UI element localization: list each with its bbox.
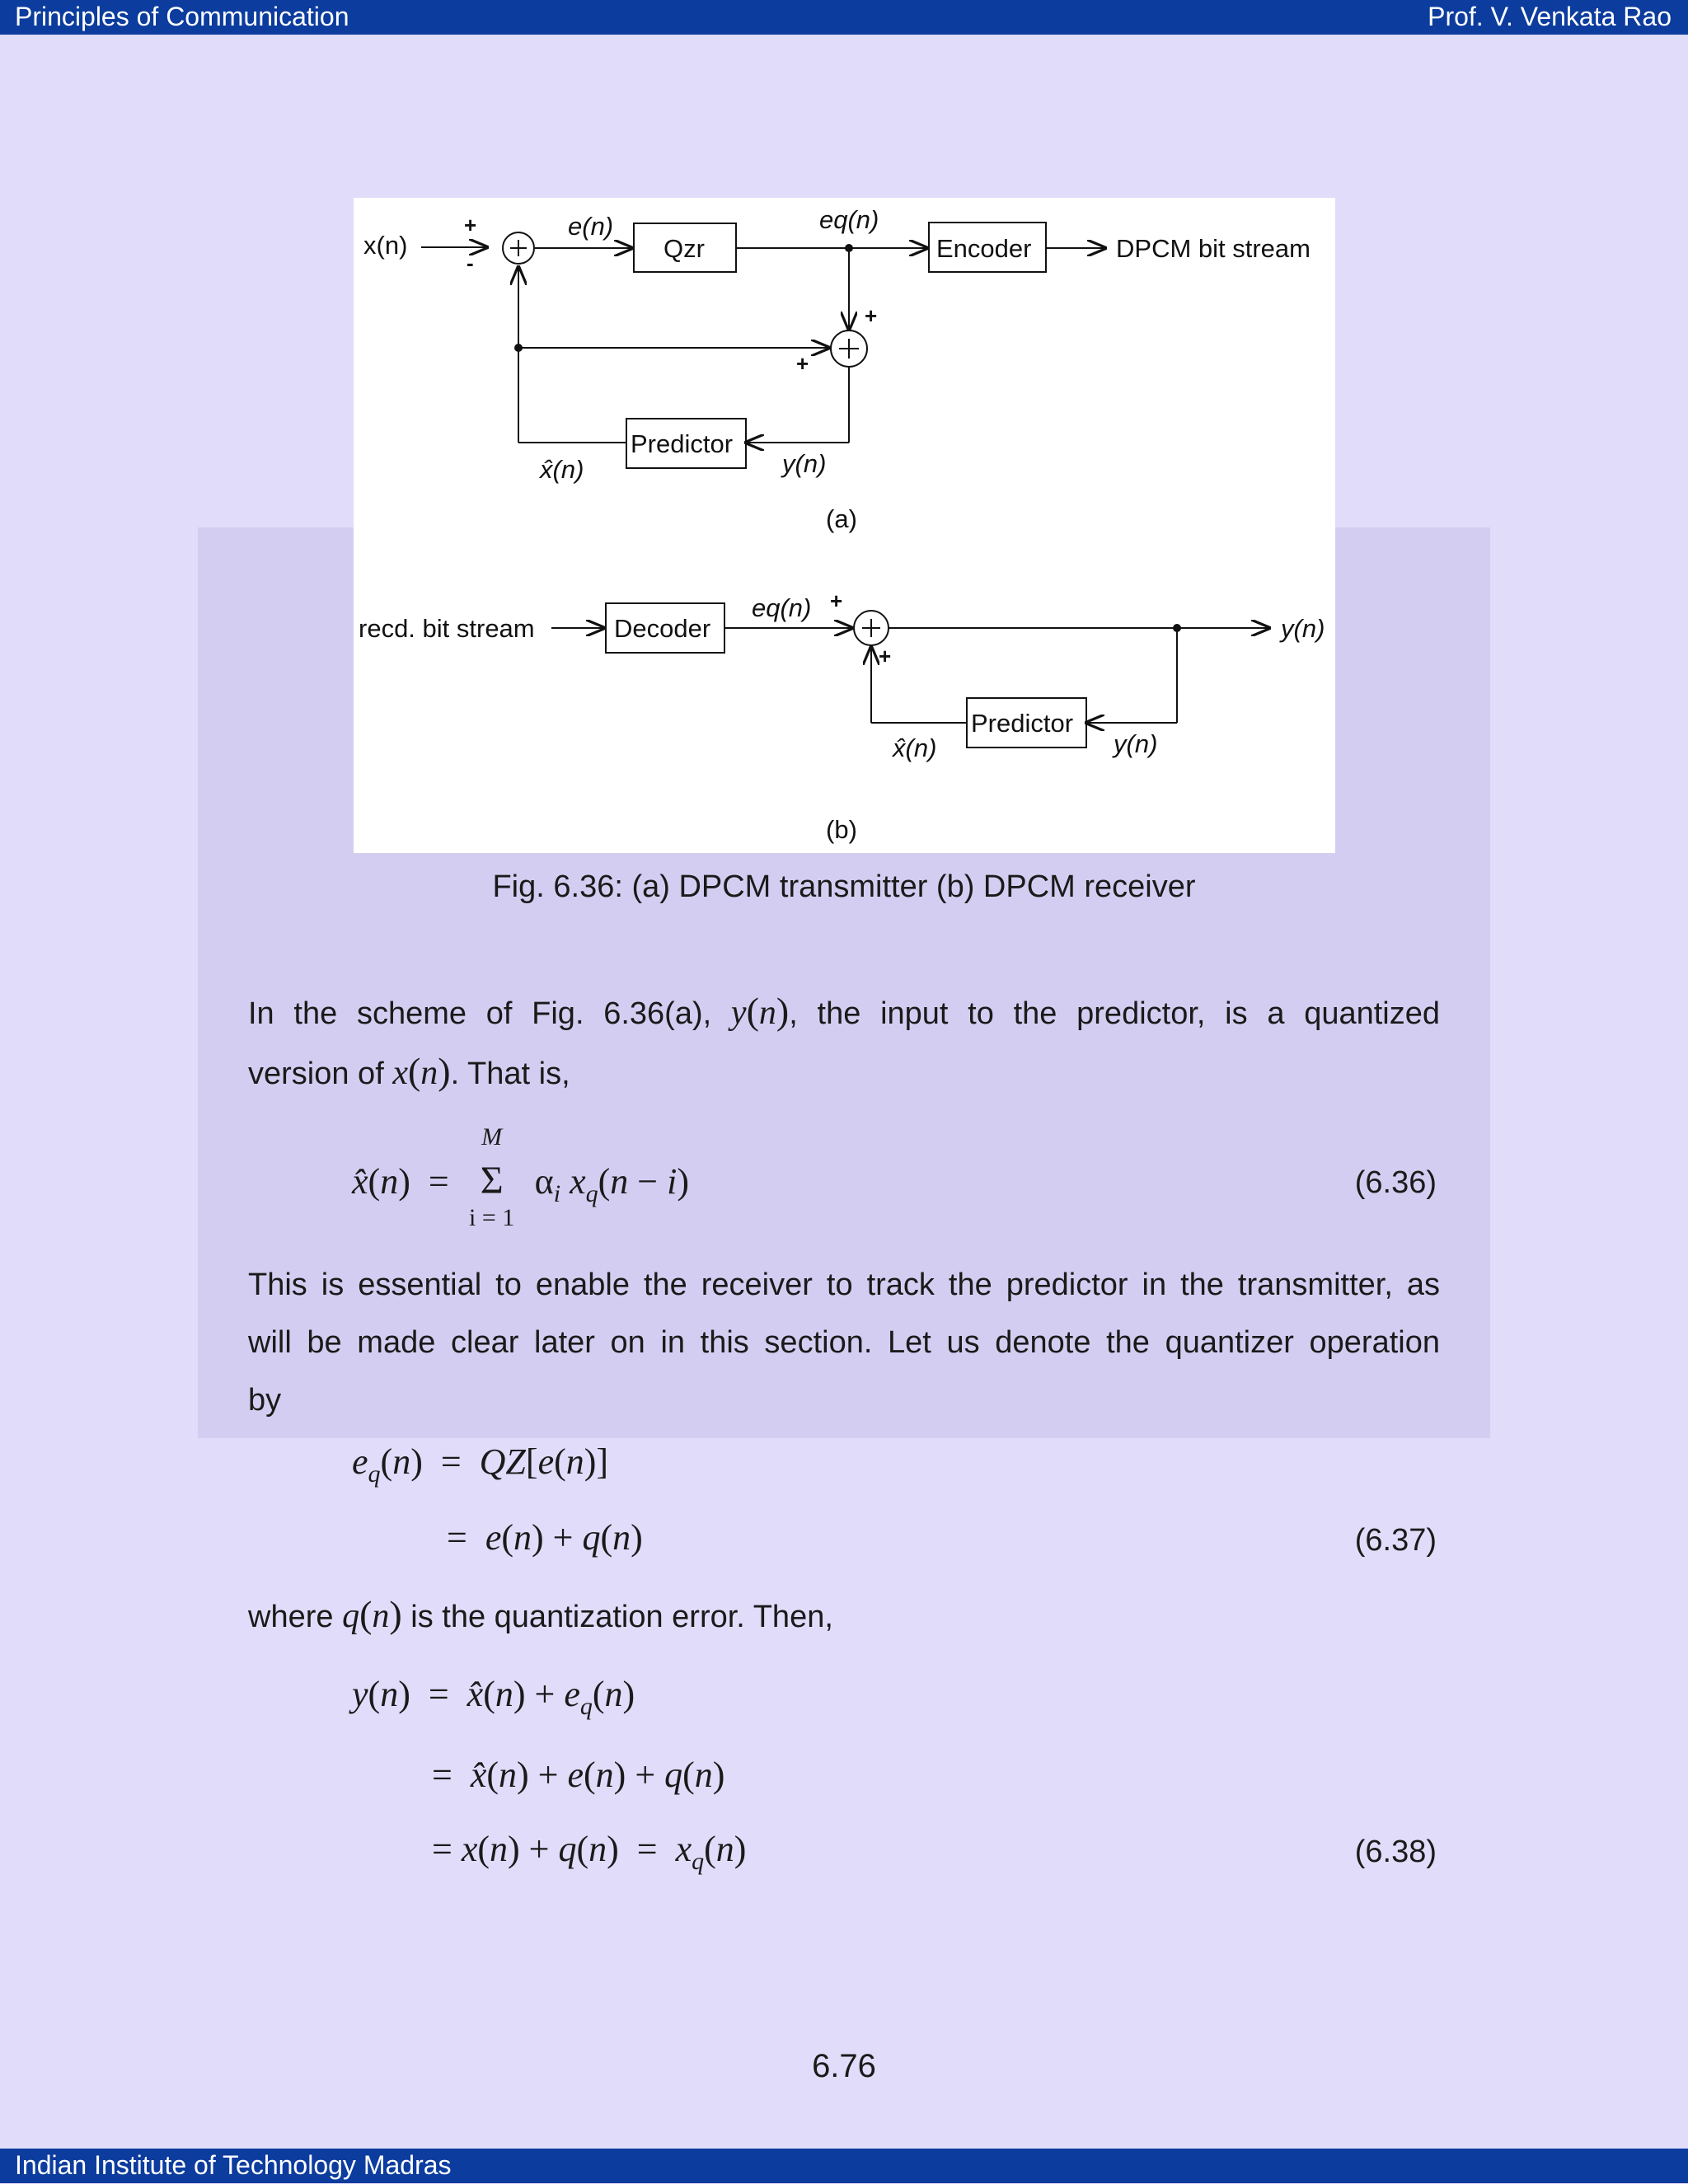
rx-adder-plus-top: + [830, 588, 843, 613]
paragraph-1-line-1 [248, 982, 1440, 1043]
dpcm-figure [354, 198, 1335, 853]
paragraph-2-line-3: by [248, 1383, 282, 1418]
decoder-label: Decoder [614, 614, 711, 643]
tx-input-label: x(n) [363, 231, 408, 260]
rx-predictor-label: Predictor [971, 709, 1074, 738]
paragraph-1 [248, 982, 1440, 1103]
tx-output-label: DPCM bit stream [1116, 234, 1311, 263]
receiver-sublabel: (b) [826, 815, 857, 844]
page-number: 6.76 [812, 2048, 876, 2084]
equation-6-38-line-1: y(n) = x̂(n) + $e_q(n)$ [352, 1674, 635, 1720]
para1-text-c: version of [248, 1057, 384, 1091]
encoder-label: Encoder [936, 234, 1032, 263]
equation-6-37-line-2: = e(n) + q(n) [447, 1517, 643, 1558]
transmitter-sublabel: (a) [826, 504, 857, 533]
tx-yn-label: y(n) [782, 449, 827, 478]
header-bar [0, 0, 1688, 35]
rx-xhat-label: x̂(n) [893, 733, 937, 762]
tx-error-label: e(n) [568, 212, 614, 241]
figure-caption: Fig. 6.36: (a) DPCM transmitter (b) DPCM receiver [492, 869, 1196, 904]
paragraph-1-line-2 [248, 1050, 570, 1092]
para1-text-b: , the input to the predictor, is a quantized [789, 996, 1441, 1031]
math-y-of-n: y(n) [730, 990, 790, 1032]
author-name: Prof. V. Venkata Rao [1428, 2, 1672, 31]
equation-number-6-38: (6.38) [1354, 1835, 1437, 1869]
tx-xhat-label: x̂(n) [540, 455, 584, 484]
course-title: Principles of Communication [15, 2, 349, 31]
equation-6-38-line-2: = x̂(n) + e(n) + q(n) [432, 1755, 725, 1795]
para3-text-b: is the quantization error. Then, [410, 1600, 833, 1634]
rx-input-label: recd. bit stream [359, 614, 535, 643]
tx-adder-plus-top: + [865, 303, 878, 328]
tx-adder-plus-left: + [796, 351, 809, 376]
paragraph-2-line-2: will be made clear later on in this section. Let us denote the quantizer operation [248, 1325, 1440, 1360]
equation-number-6-36: (6.36) [1354, 1165, 1437, 1200]
tx-minus-sign: - [467, 251, 474, 275]
rx-adder-plus-bottom: + [879, 644, 892, 668]
rx-output-label: y(n) [1281, 614, 1325, 643]
paragraph-3 [248, 1586, 1440, 1646]
sum-upper-limit: M [481, 1123, 503, 1151]
sum-lower-limit: i = 1 [469, 1204, 515, 1231]
math-q-of-n: q(n) [342, 1593, 402, 1635]
para3-text-a: where [248, 1600, 334, 1634]
paragraph-2 [248, 1256, 1440, 1429]
para1-text-d: . That is, [450, 1057, 570, 1091]
tx-quantized-label: eq(n) [819, 205, 879, 234]
equation-6-37-line-1: $e_q(n) = QZ[e(n)]$ [352, 1441, 609, 1488]
dpcm-block-diagram [354, 198, 1335, 853]
rx-quantized-label: eq(n) [752, 593, 812, 622]
rx-yn-label: y(n) [1114, 729, 1158, 758]
institution-name: Indian Institute of Technology Madras [15, 2150, 452, 2180]
footer-bar [0, 2149, 1688, 2183]
tx-plus-sign: + [464, 213, 477, 237]
equation-number-6-37: (6.37) [1354, 1523, 1437, 1558]
equation-6-36: x̂(n) = M Σ i = 1 $\alpha_i$ $x_q(n - i)$ [352, 1123, 689, 1231]
math-x-of-n: x(n) [392, 1050, 451, 1092]
summation-icon: Σ [480, 1159, 504, 1202]
equation-6-38-line-3: = $x(n) + q(n) = x_q(n)$ [432, 1829, 747, 1875]
paragraph-2-line-1: This is essential to enable the receiver to track the predictor in the transmitter, as [248, 1268, 1440, 1302]
tx-predictor-label: Predictor [631, 429, 734, 458]
para1-text-a: In the scheme of Fig. 6.36(a), [248, 996, 712, 1031]
quantizer-label: Qzr [663, 234, 705, 263]
